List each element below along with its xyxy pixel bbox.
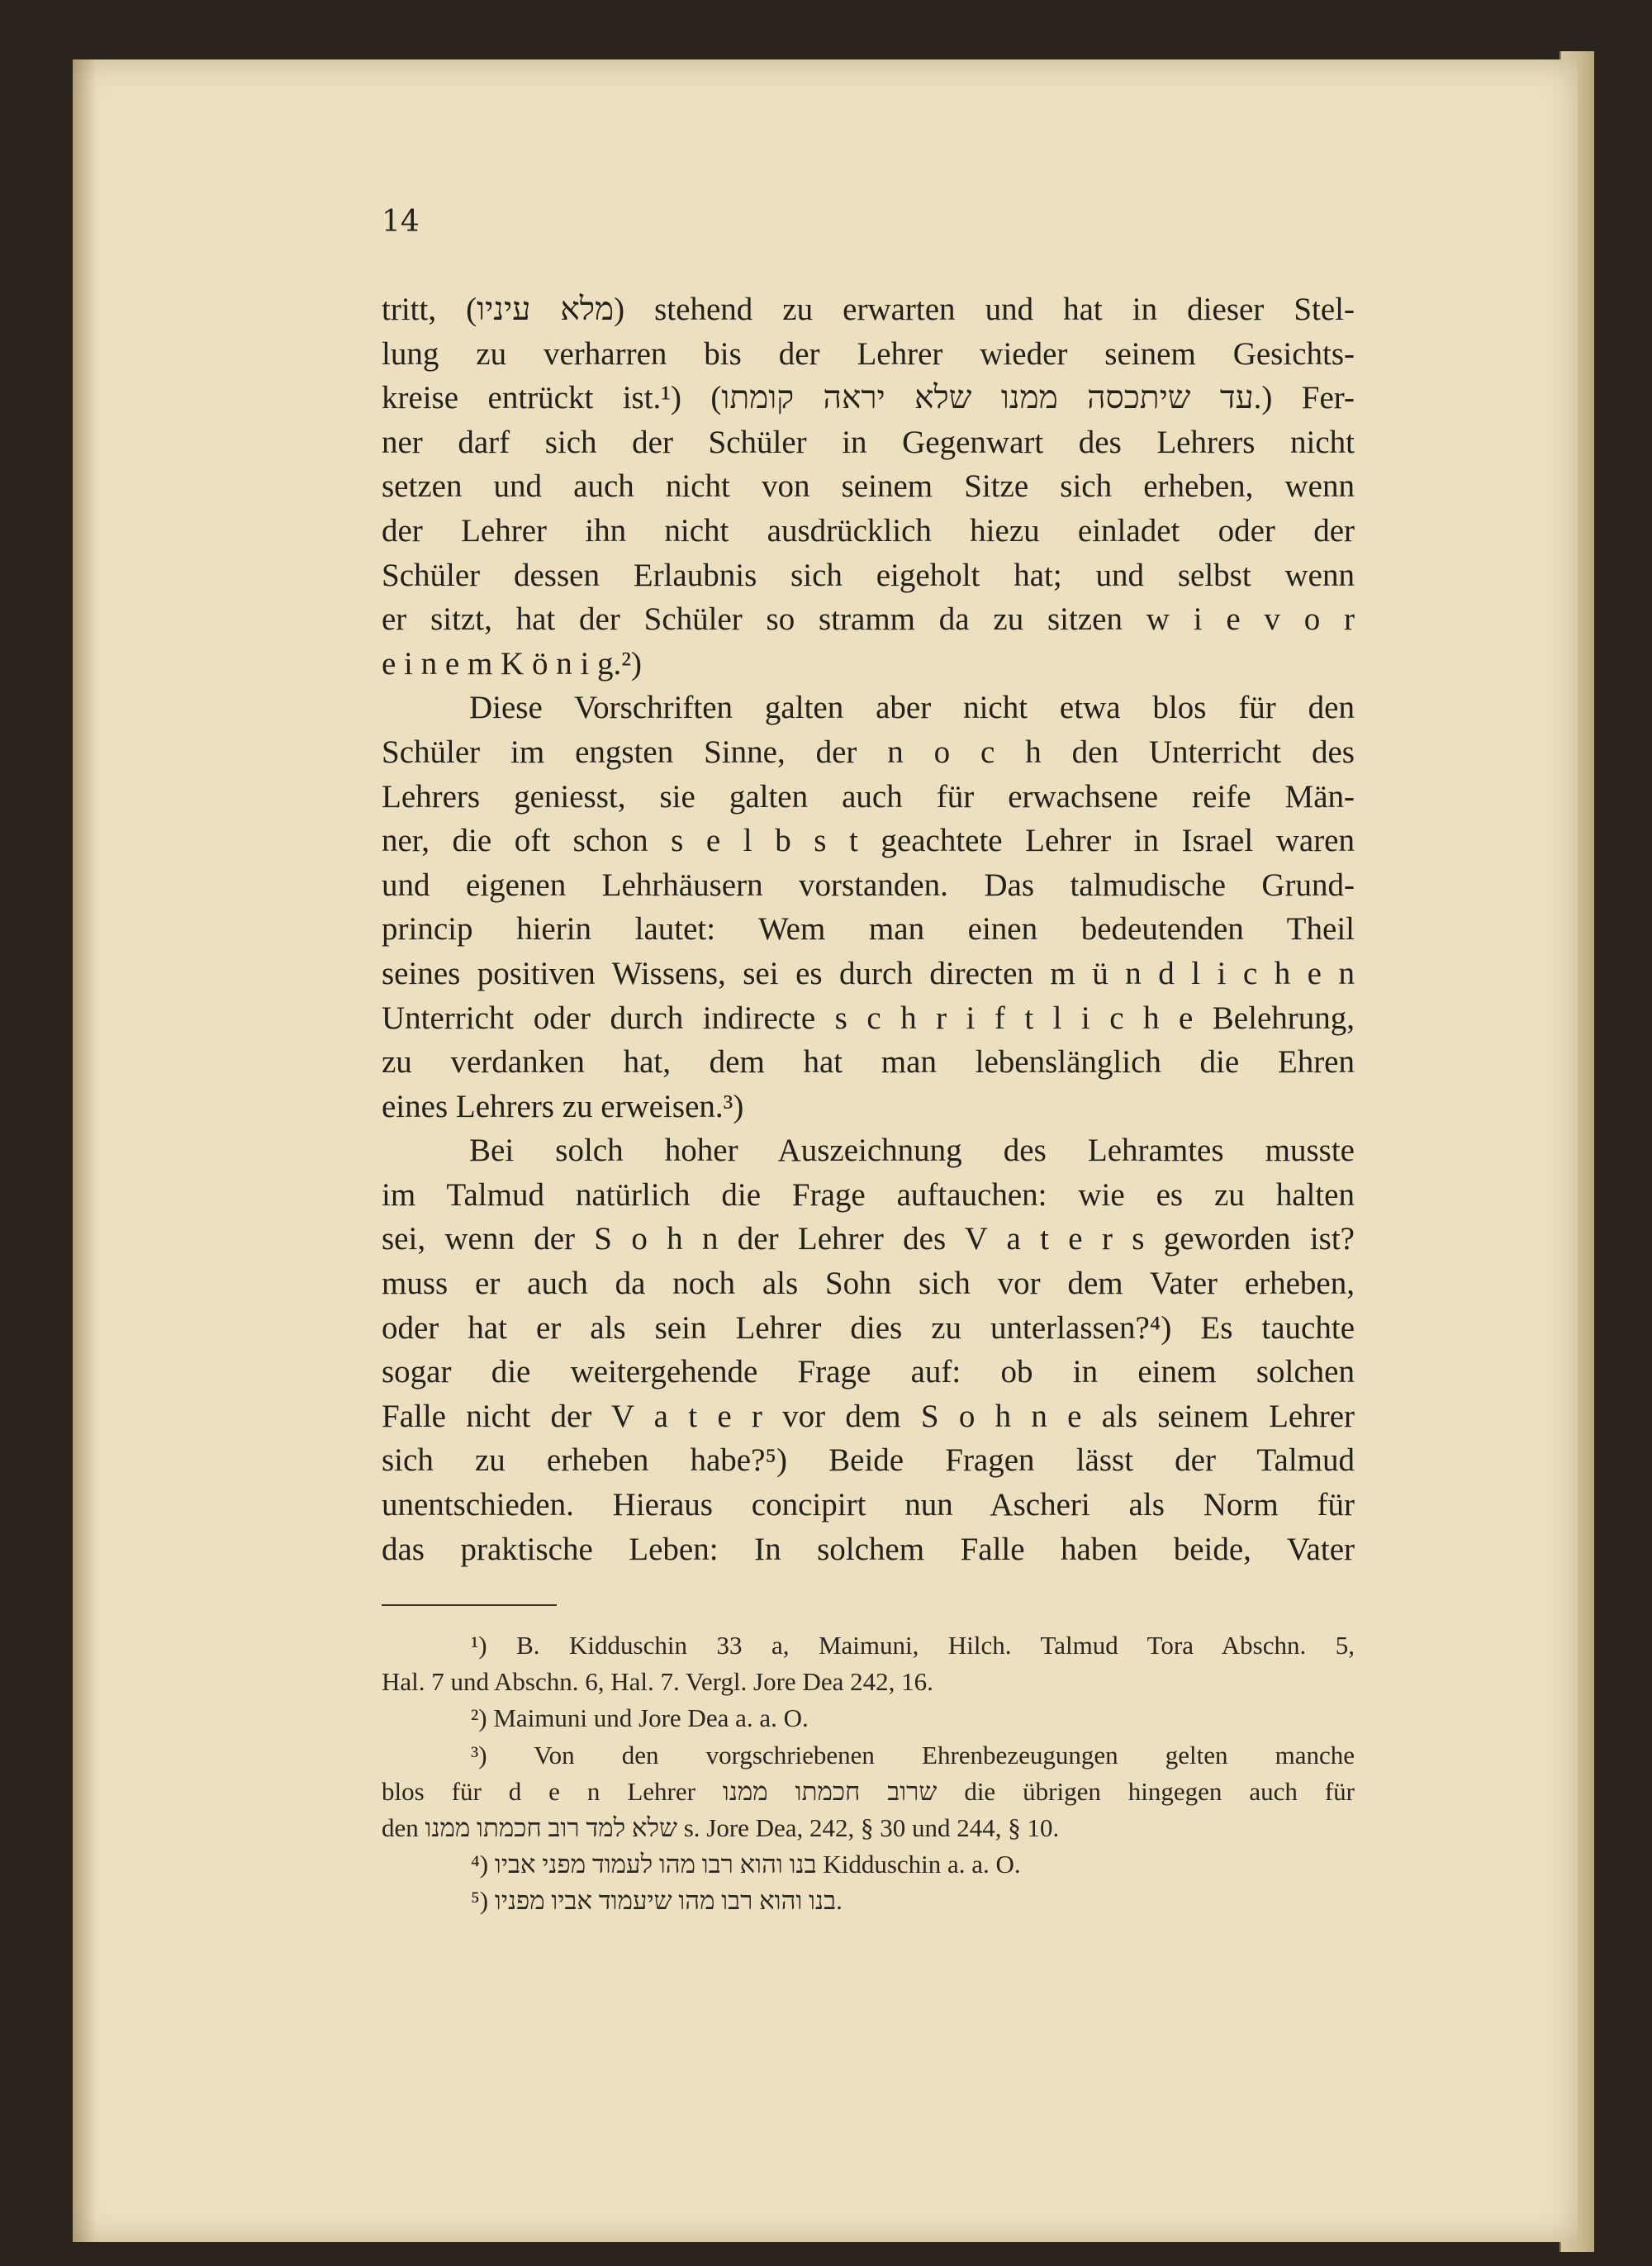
text-line: muss er auch da noch als Sohn sich vor dem Vater erheben,	[382, 1266, 1355, 1302]
text-line: lung zu verharren bis der Lehrer wieder seinem Gesichts-	[382, 335, 1355, 372]
footnote-divider	[382, 1604, 557, 1606]
text-line: im Talmud natürlich die Frage auftauchen: wie es zu halten	[382, 1176, 1355, 1213]
text-line: ner, die oft schon s e l b s t geachtete Lehrer in Israel waren	[382, 823, 1355, 859]
text-line: unentschieden. Hieraus concipirt nun Ascheri als Norm für	[382, 1487, 1355, 1523]
text-line: princip hierin lautet: Wem man einen bedeutenden Theil	[382, 911, 1355, 948]
footnote-line: ⁴) בנו והוא רבו מהו לעמוד מפני אביו Kidduschin a. a. O.	[471, 1850, 1021, 1879]
text-line: Unterricht oder durch indirecte s c h r i f t l i c h e Belehrung,	[382, 1000, 1355, 1036]
text-line: ner darf sich der Schüler in Gegenwart des Lehrers nicht	[382, 424, 1355, 460]
text-line: setzen und auch nicht von seinem Sitze sich erheben, wenn	[382, 468, 1355, 505]
text-line: oder hat er als sein Lehrer dies zu unterlassen?⁴) Es tauchte	[382, 1309, 1355, 1346]
footnote-line: Hal. 7 und Abschn. 6, Hal. 7. Vergl. Jore Dea 242, 16.	[382, 1667, 933, 1697]
footnote-line: blos für d e n Lehrer שרוב חכמתו ממנו die übrigen hingegen auch für	[382, 1776, 1355, 1806]
text-line: das praktische Leben: In solchem Falle haben beide, Vater	[382, 1531, 1355, 1567]
main-text	[382, 287, 1355, 1571]
text-line: sogar die weitergehende Frage auf: ob in einem solchen	[382, 1354, 1355, 1390]
page-fold-shadow	[73, 59, 96, 2242]
footnote-line: ¹) B. Kidduschin 33 a, Maimuni, Hilch. Talmud Tora Abschn. 5,	[471, 1631, 1355, 1660]
text-line: Schüler dessen Erlaubnis sich eigeholt hat; und selbst wenn	[382, 557, 1355, 593]
text-line: der Lehrer ihn nicht ausdrücklich hiezu einladet oder der	[382, 512, 1355, 549]
footnote-line: ²) Maimuni und Jore Dea a. a. O.	[471, 1703, 809, 1733]
text-line: zu verdanken hat, dem hat man lebenslänglich die Ehren	[382, 1044, 1355, 1081]
text-line: Diese Vorschriften galten aber nicht etwa blos für den	[469, 690, 1355, 726]
text-line: Falle nicht der V a t e r vor dem S o h n e als seinem Lehrer	[382, 1398, 1355, 1434]
footnote-line: den שלא למד רוב חכמתו ממנו s. Jore Dea, 242, § 30 und 244, § 10.	[382, 1812, 1060, 1842]
text-line: Schüler im engsten Sinne, der n o c h den Unterricht des	[382, 734, 1355, 770]
text-line: tritt, (מלא עיניו) stehend zu erwarten und hat in dieser Stel-	[382, 292, 1355, 327]
text-line: er sitzt, hat der Schüler so stramm da zu sitzen w i e v o r	[382, 601, 1355, 638]
text-line: seines positiven Wissens, sei es durch directen m ü n d l i c h e n	[382, 955, 1355, 991]
page-number: 14	[382, 205, 420, 239]
text-line: e i n e m K ö n i g.²)	[382, 645, 642, 682]
text-line: und eigenen Lehrhäusern vorstanden. Das talmudische Grund-	[382, 867, 1355, 903]
footnote-line: ³) Von den vorgschriebenen Ehrenbezeugungen gelten manche	[471, 1740, 1355, 1770]
text-line: Bei solch hoher Auszeichnung des Lehramtes musste	[469, 1133, 1355, 1169]
text-line: sich zu erheben habe?⁵) Beide Fragen lässt der Talmud	[382, 1442, 1355, 1479]
text-line: Lehrers geniesst, sie galten auch für erwachsene reife Män-	[382, 778, 1355, 815]
footnotes	[382, 1627, 1355, 1920]
text-line: kreise entrückt ist.¹) (עד שיתכסה ממנו שלא יראה קומתו.) Fer-	[382, 380, 1355, 416]
text-line: sei, wenn der S o h n der Lehrer des V a t e r s geworden ist?	[382, 1221, 1355, 1257]
text-line: eines Lehrers zu erweisen.³)	[382, 1088, 744, 1124]
footnote-line: ⁵) בנו והוא רבו מהו שיעמוד אביו מפניו.	[471, 1886, 843, 1916]
